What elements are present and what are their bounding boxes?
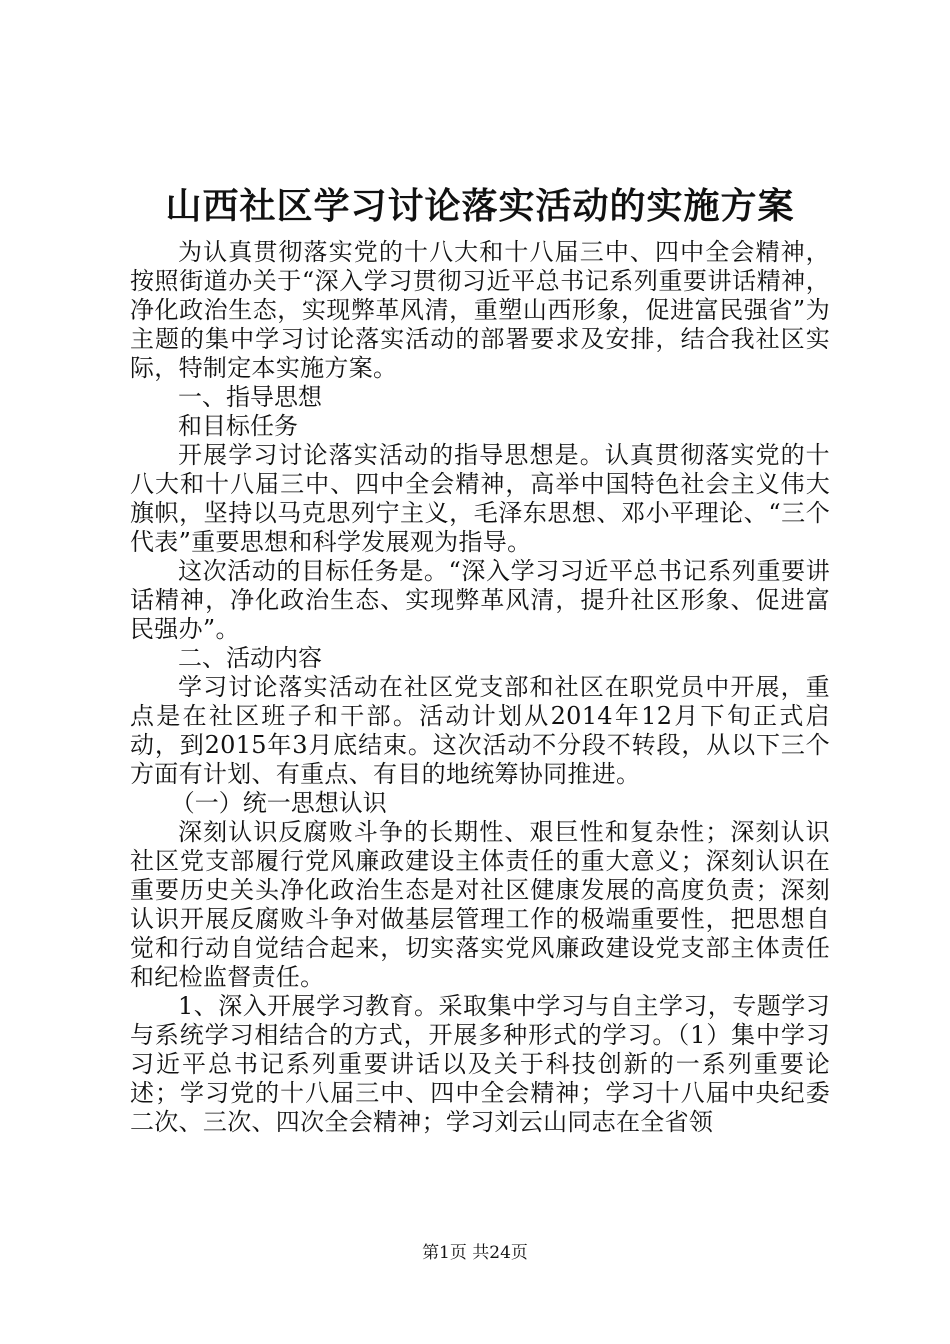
document-body bbox=[130, 238, 830, 1137]
section-subheading: （一）统一思想认识 bbox=[170, 789, 387, 817]
paragraph: 开展学习讨论落实活动的指导思想是。认真贯彻落实党的十八大和十八届三中、四中全会精神，高举中国特色社会主义伟大旗帜，坚持以马克思列宁主义，毛泽东思想、邓小平理论、“三个代表”重要思想和科学发展观为指导。 bbox=[130, 441, 830, 556]
page-footer: 第1页 共24页 bbox=[422, 1243, 528, 1263]
paragraph: 这次活动的目标任务是。“深入学习习近平总书记系列重要讲话精神，净化政治生态、实现弊革风清，提升社区形象、促进富民强办”。 bbox=[130, 557, 830, 643]
paragraph: 为认真贯彻落实党的十八大和十八届三中、四中全会精神，按照街道办关于“深入学习贯彻习近平总书记系列重要讲话精神，净化政治生态，实现弊革风清，重塑山西形象，促进富民强省”为主题的集中学习讨论落实活动的部署要求及安排，结合我社区实际，特制定本实施方案。 bbox=[130, 238, 830, 382]
document-title: 山西社区学习讨论落实活动的实施方案 bbox=[165, 186, 795, 227]
paragraph: 深刻认识反腐败斗争的长期性、艰巨性和复杂性；深刻认识社区党支部履行党风廉政建设主体责任的重大意义；深刻认识在重要历史关头净化政治生态是对社区健康发展的高度负责；深刻认识开展反腐败斗争对做基层管理工作的极端重要性，把思想自觉和行动自觉结合起来，切实落实党风廉政建设党支部主体责任和纪检监督责任。 bbox=[130, 818, 830, 991]
section-heading: 和目标任务 bbox=[178, 412, 298, 440]
section-heading: 二、活动内容 bbox=[178, 644, 322, 672]
section-heading: 一、指导思想 bbox=[178, 383, 322, 411]
document-page bbox=[130, 180, 830, 1137]
paragraph: 学习讨论落实活动在社区党支部和社区在职党员中开展，重点是在社区班子和干部。活动计划从2014年12月下旬正式启动，到2015年3月底结束。这次活动不分段不转段，从以下三个方面有计划、有重点、有目的地统筹协同推进。 bbox=[130, 673, 830, 788]
paragraph: 1、深入开展学习教育。采取集中学习与自主学习，专题学习与系统学习相结合的方式，开展多种形式的学习。（1）集中学习习近平总书记系列重要讲话以及关于科技创新的一系列重要论述；学习党的十八届三中、四中全会精神；学习十八届中央纪委二次、三次、四次全会精神；学习刘云山同志在全省领 bbox=[130, 992, 830, 1136]
